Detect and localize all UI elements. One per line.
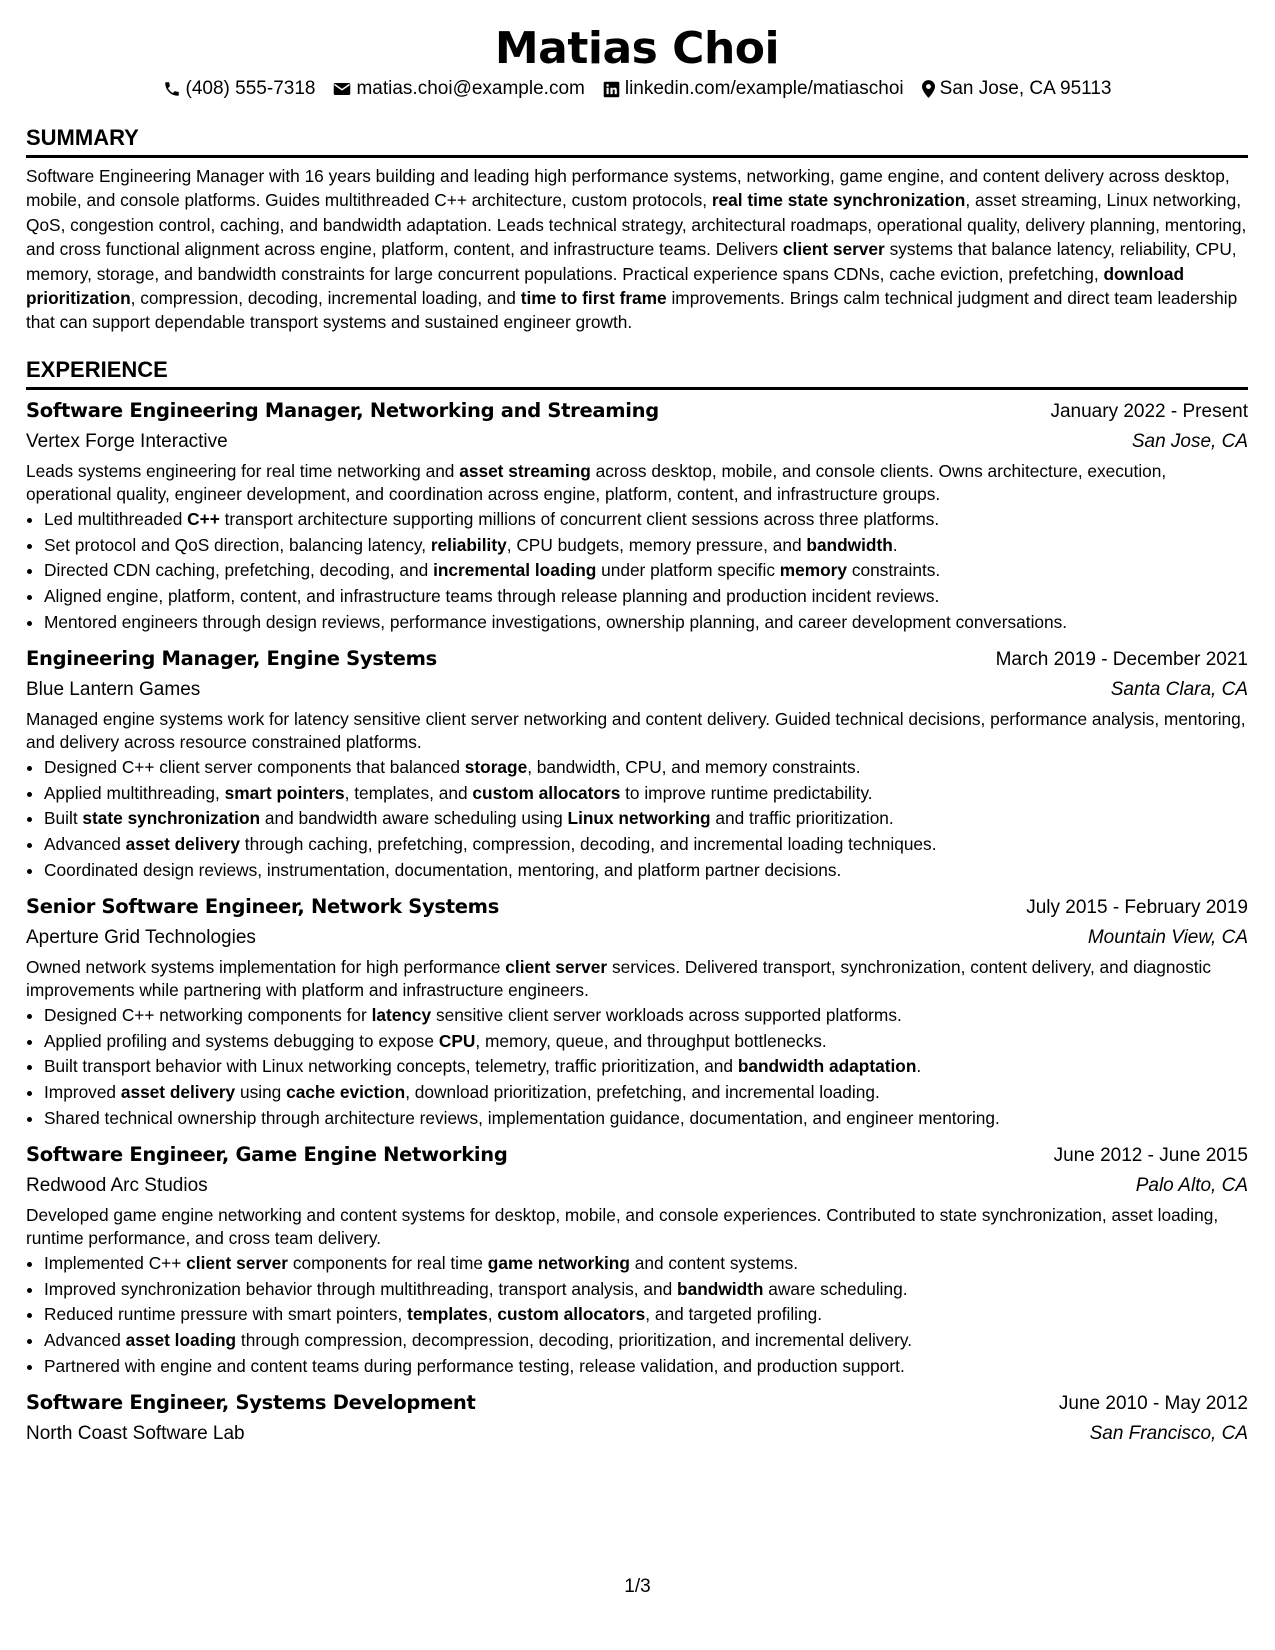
bold-phrase: state synchronization	[82, 808, 261, 829]
text-segment: Software Engineering Manager with 16 years building and leading high performance systems, networking, game engine, and content delivery across desktop, mobile, and console platforms. Guides multithreaded C++ architecture, custom protocols,	[26, 166, 1230, 211]
bold-phrase: reliability	[430, 534, 507, 555]
bold-phrase: bandwidth	[677, 1278, 764, 1299]
text-segment: Improved	[44, 1082, 121, 1103]
text-segment: , memory, queue, and throughput bottlenecks.	[475, 1030, 827, 1051]
text-segment: Mentored engineers through design reviews, performance investigations, ownership planning, and career development conversations.	[44, 612, 1068, 633]
contact-email[interactable]	[333, 77, 584, 101]
bold-phrase: memory	[779, 560, 848, 581]
bullet-item	[44, 1029, 1248, 1055]
map-pin-icon	[922, 80, 935, 98]
bold-phrase: templates	[407, 1304, 488, 1325]
job-description	[26, 708, 1248, 755]
text-segment: transport architecture supporting millions of concurrent client sessions across three platforms.	[219, 508, 940, 529]
text-segment: Shared technical ownership through architecture reviews, implementation guidance, documentation, and engineer mentoring.	[44, 1108, 1000, 1128]
text-segment: and traffic prioritization.	[710, 808, 894, 829]
job-title: Software Engineering Manager, Networking and Streaming	[26, 398, 659, 422]
bullet-item	[44, 1328, 1248, 1354]
text-segment: Led multithreaded	[44, 508, 188, 529]
text-segment: ,	[487, 1304, 498, 1325]
text-segment: Built	[44, 808, 83, 829]
bold-phrase: CPU	[438, 1030, 476, 1051]
text-segment: Partnered with engine and content teams during performance testing, release validation, and production support.	[44, 1355, 905, 1376]
text-segment: across desktop, mobile, and console clients. Owns architecture, execution, operational quality, engineer development, and coordination across engine, platform, content, and infrastructure groups.	[26, 460, 1167, 505]
text-segment: Advanced	[44, 834, 126, 855]
job-dates: June 2012 - June 2015	[1053, 1144, 1248, 1166]
job-subheader	[26, 675, 1248, 705]
text-segment: to improve runtime predictability.	[620, 782, 873, 803]
text-segment: Designed C++ client server components that balanced	[44, 756, 465, 777]
job-entry	[26, 892, 1248, 1132]
job-bullets	[26, 1003, 1248, 1132]
text-segment: components for real time	[288, 1252, 488, 1273]
text-segment: through compression, decompression, decoding, prioritization, and incremental delivery.	[236, 1330, 913, 1351]
job-bullets	[26, 507, 1248, 636]
text-segment: Coordinated design reviews, instrumentation, documentation, mentoring, and platform partner decisions.	[44, 860, 842, 881]
job-subheader	[26, 1171, 1248, 1201]
bold-phrase: smart pointers	[224, 782, 345, 803]
bullet-item	[44, 1054, 1248, 1080]
bold-phrase: real time state synchronization	[711, 190, 966, 211]
job-dates: July 2015 - February 2019	[1026, 896, 1248, 918]
bullet-item	[44, 507, 1248, 533]
bold-phrase: asset streaming	[459, 460, 591, 481]
text-segment: Implemented C++	[44, 1252, 187, 1273]
bullet-item	[44, 558, 1248, 584]
text-segment: Developed game engine networking and content systems for desktop, mobile, and console experiences. Contributed to state synchronization, asset loading, runtime performance, and cross team delivery.	[26, 1204, 1219, 1249]
job-company: Vertex Forge Interactive	[26, 430, 228, 452]
bold-phrase: Linux networking	[567, 808, 711, 829]
bold-phrase: client server	[186, 1252, 289, 1273]
bullet-item	[44, 858, 1248, 884]
text-segment: constraints.	[847, 560, 941, 581]
text-segment: , download prioritization, prefetching, and incremental loading.	[405, 1082, 880, 1103]
job-title: Engineering Manager, Engine Systems	[26, 646, 437, 670]
bold-phrase: asset loading	[125, 1330, 237, 1351]
bold-phrase: custom allocators	[472, 782, 621, 803]
job-title: Senior Software Engineer, Network Systems	[26, 894, 500, 918]
bullet-item	[44, 781, 1248, 807]
bullet-item	[44, 1277, 1248, 1303]
bullet-item	[44, 1354, 1248, 1380]
job-header	[26, 1388, 1248, 1419]
bullet-item	[44, 1080, 1248, 1106]
bullet-item	[44, 584, 1248, 610]
bold-phrase: C++	[187, 508, 220, 529]
job-entry	[26, 396, 1248, 636]
bullet-item	[44, 806, 1248, 832]
text-segment: , compression, decoding, incremental loading, and	[130, 288, 521, 309]
job-description	[26, 460, 1248, 507]
job-subheader	[26, 427, 1248, 457]
text-segment: .	[916, 1056, 922, 1077]
text-segment: , asset streaming, Linux networking, QoS, congestion control, caching, and bandwidth adaptation. Leads technical strategy, architectural roadmaps, operational quality, delivery planning, mentoring, and cross functional alignment across engine, platform, content, and infrastructure teams. Delivers	[26, 190, 1247, 260]
contact-linkedin[interactable]	[603, 77, 904, 101]
job-dates: March 2019 - December 2021	[995, 648, 1248, 670]
job-company: Aperture Grid Technologies	[26, 926, 256, 948]
bullet-item	[44, 832, 1248, 858]
bold-phrase: client server	[505, 956, 608, 977]
text-segment: , bandwidth, CPU, and memory constraints.	[527, 756, 861, 777]
job-bullets	[26, 755, 1248, 884]
job-entry	[26, 1388, 1248, 1449]
bold-phrase: client server	[782, 239, 885, 260]
job-subheader	[26, 1419, 1248, 1449]
text-segment: Applied multithreading,	[44, 782, 225, 803]
job-bullets	[26, 1251, 1248, 1380]
job-dates: January 2022 - Present	[1050, 400, 1248, 422]
text-segment: systems that balance latency, reliability, CPU, memory, storage, and bandwidth constraints for large concurrent populations. Practical experience spans CDNs, cache eviction, prefetching,	[26, 239, 1237, 284]
job-header	[26, 892, 1248, 923]
job-location: Palo Alto, CA	[1135, 1174, 1248, 1196]
contact-location	[922, 77, 1112, 101]
bold-phrase: bandwidth	[806, 534, 893, 555]
text-segment: and content systems.	[629, 1252, 799, 1273]
contact-bar	[26, 77, 1248, 101]
bullet-item	[44, 1106, 1248, 1132]
bold-phrase: custom allocators	[497, 1304, 646, 1325]
contact-phone[interactable]	[163, 77, 316, 101]
bullet-item	[44, 1003, 1248, 1029]
text-segment: services. Delivered transport, synchronization, content delivery, and diagnostic improvements while partnering with platform and infrastructure engineers.	[26, 956, 1212, 1001]
job-entry	[26, 1140, 1248, 1380]
text-segment: Designed C++ networking components for	[44, 1004, 372, 1025]
text-segment: Reduced runtime pressure with smart pointers,	[44, 1304, 408, 1325]
job-description	[26, 956, 1248, 1003]
text-segment: using	[235, 1082, 287, 1103]
bold-phrase: storage	[464, 756, 528, 777]
email-text: matias.choi@example.com	[356, 78, 585, 99]
text-segment: aware scheduling.	[763, 1278, 908, 1299]
text-segment: Improved synchronization behavior through multithreading, transport analysis, and	[44, 1278, 678, 1299]
location-text: San Jose, CA 95113	[939, 78, 1112, 99]
bold-phrase: download prioritization	[26, 263, 1185, 309]
job-header	[26, 396, 1248, 427]
text-segment: Built transport behavior with Linux networking concepts, telemetry, traffic prioritization, and	[44, 1056, 738, 1077]
bold-phrase: game networking	[487, 1252, 630, 1273]
phone-icon	[163, 80, 181, 98]
text-segment: through caching, prefetching, compression, decoding, and incremental loading techniques.	[240, 834, 937, 855]
experience-list	[26, 396, 1248, 1449]
bold-phrase: asset delivery	[120, 1082, 236, 1103]
text-segment: and bandwidth aware scheduling using	[260, 808, 568, 829]
bold-phrase: incremental loading	[433, 560, 597, 581]
text-segment: , and targeted profiling.	[645, 1304, 823, 1325]
job-subheader	[26, 923, 1248, 953]
experience-heading: EXPERIENCE	[26, 357, 1248, 390]
text-segment: under platform specific	[596, 560, 780, 581]
text-segment: Leads systems engineering for real time networking and	[26, 460, 460, 481]
job-company: Redwood Arc Studios	[26, 1174, 208, 1196]
bold-phrase: cache eviction	[286, 1082, 406, 1103]
bullet-item	[44, 1251, 1248, 1277]
job-company: North Coast Software Lab	[26, 1422, 245, 1444]
bullet-item	[44, 755, 1248, 781]
bullet-item	[44, 533, 1248, 559]
candidate-name: Matias Choi	[494, 23, 780, 74]
bullet-item	[44, 610, 1248, 636]
job-location: San Jose, CA	[1131, 430, 1248, 452]
linkedin-text: linkedin.com/example/matiaschoi	[624, 78, 904, 99]
job-entry	[26, 644, 1248, 884]
text-segment: Owned network systems implementation for high performance	[26, 956, 506, 977]
job-location: San Francisco, CA	[1089, 1422, 1248, 1444]
bold-phrase: time to first frame	[520, 288, 667, 309]
job-company: Blue Lantern Games	[26, 678, 201, 700]
text-segment: , templates, and	[344, 782, 473, 803]
text-segment: Set protocol and QoS direction, balancing latency,	[44, 534, 431, 555]
job-dates: June 2010 - May 2012	[1058, 1392, 1248, 1414]
text-segment: sensitive client server workloads across supported platforms.	[431, 1004, 902, 1025]
bullet-item	[44, 1302, 1248, 1328]
text-segment: Applied profiling and systems debugging to expose	[44, 1030, 439, 1051]
summary-text	[26, 164, 1248, 335]
phone-text: (408) 555-7318	[185, 78, 316, 99]
job-header	[26, 644, 1248, 675]
bold-phrase: bandwidth adaptation	[737, 1056, 917, 1077]
text-segment: Aligned engine, platform, content, and infrastructure teams through release planning and production incident reviews.	[44, 586, 940, 607]
job-location: Mountain View, CA	[1087, 926, 1248, 948]
linkedin-icon	[603, 81, 620, 98]
text-segment: improvements. Brings calm technical judgment and direct team leadership that can support dependable transport systems and sustained engineer growth.	[26, 288, 1238, 333]
job-title: Software Engineer, Systems Development	[26, 1390, 476, 1414]
bold-phrase: asset delivery	[125, 834, 240, 855]
job-title: Software Engineer, Game Engine Networking	[26, 1142, 508, 1166]
resume-page	[26, 22, 1248, 1449]
job-location: Santa Clara, CA	[1110, 678, 1248, 700]
page-number: 1/3	[624, 1576, 651, 1597]
text-segment: Directed CDN caching, prefetching, decoding, and	[44, 560, 434, 581]
envelope-icon	[333, 81, 351, 97]
text-segment: , CPU budgets, memory pressure, and	[506, 534, 807, 555]
job-description	[26, 1204, 1248, 1251]
text-segment: Advanced	[44, 1330, 126, 1351]
text-segment: .	[892, 534, 898, 555]
bold-phrase: latency	[371, 1004, 432, 1025]
text-segment: Managed engine systems work for latency sensitive client server networking and content delivery. Guided technical decisions, performance analysis, mentoring, and delivery across resource constrained platforms.	[26, 708, 1246, 753]
job-header	[26, 1140, 1248, 1171]
summary-heading: SUMMARY	[26, 125, 1248, 158]
